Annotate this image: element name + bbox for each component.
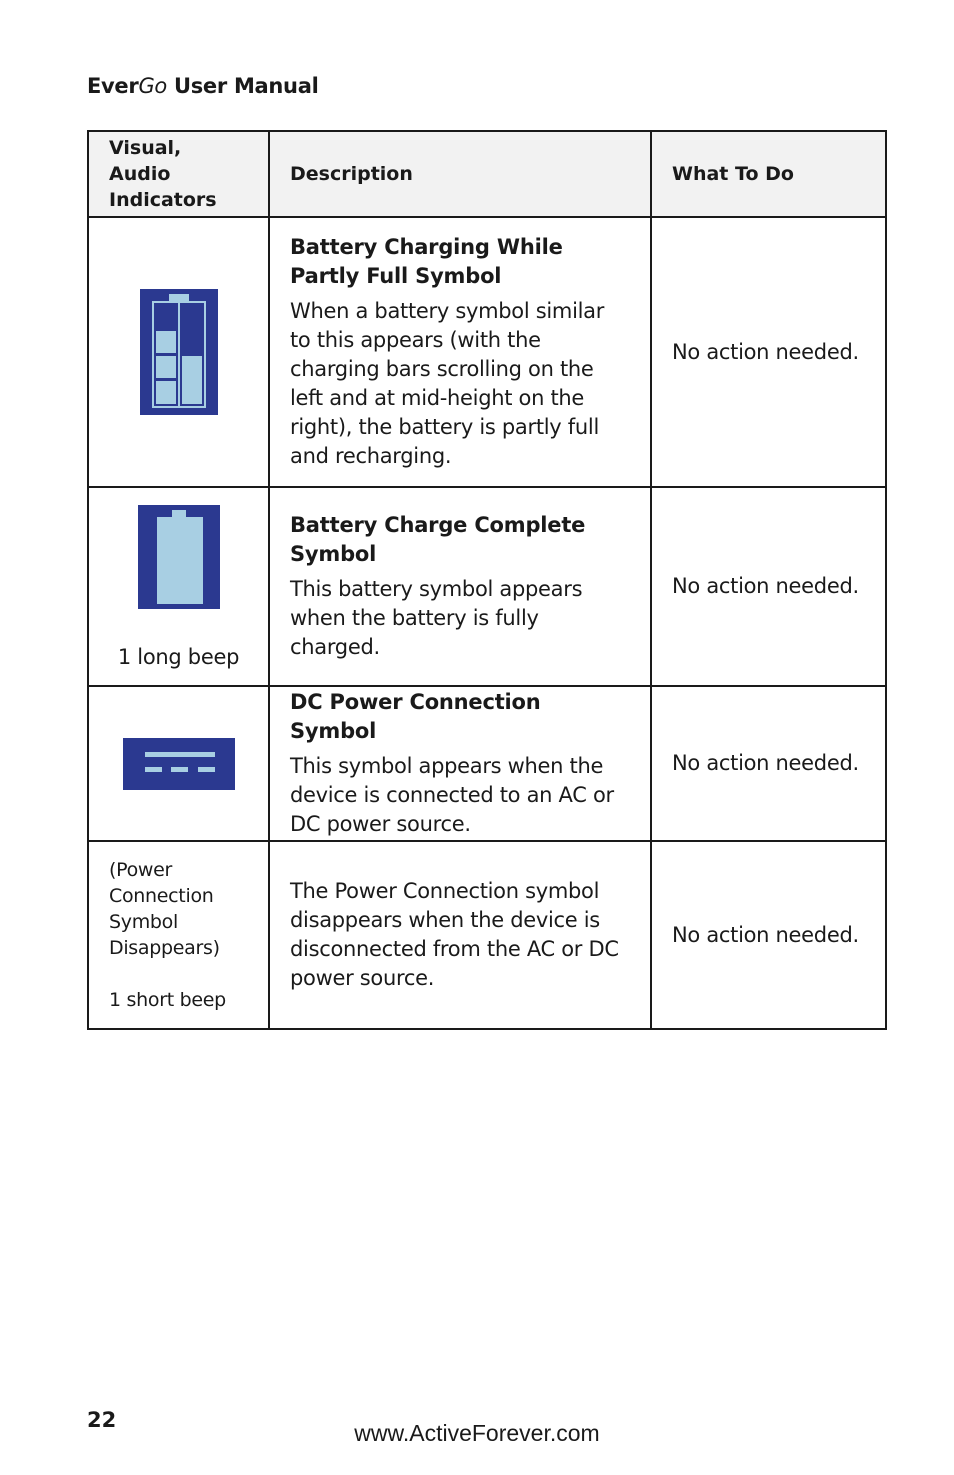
table-header-row	[88, 131, 886, 217]
brand-ever: Ever	[87, 74, 139, 98]
action-cell: No action needed.	[651, 841, 886, 1029]
description-cell	[269, 841, 651, 1029]
page-number: 22	[87, 1408, 117, 1432]
table-row	[88, 841, 886, 1029]
action-cell: No action needed.	[651, 487, 886, 686]
indicator-audio-text: 1 long beep	[117, 644, 240, 669]
description-body: This symbol appears when the device is connected to an AC or DC power source.	[290, 754, 614, 836]
indicator-cell	[88, 686, 269, 841]
manual-header	[87, 74, 318, 98]
column-header-indicators	[88, 131, 269, 217]
column-header-indicators-line2: Indicators	[109, 189, 217, 211]
description-body: The Power Connection symbol disappears when the device is disconnected from the AC or DC power source.	[290, 879, 619, 990]
indicator-text-block	[109, 857, 248, 1013]
table-row	[88, 487, 886, 686]
column-header-indicators-line1: Visual, Audio	[109, 137, 182, 185]
battery-full-icon	[138, 505, 220, 609]
header-title: User Manual	[166, 74, 319, 98]
table-row	[88, 686, 886, 841]
description-title: Battery Charging While Partly Full Symbol	[290, 235, 563, 288]
footer-url-text: www.ActiveForever.com	[354, 1420, 600, 1446]
indicator-cell	[88, 841, 269, 1029]
description-cell	[269, 686, 651, 841]
description-title: DC Power Connection Symbol	[290, 690, 541, 743]
footer-url	[0, 1420, 954, 1447]
action-cell: No action needed.	[651, 217, 886, 487]
description-title: Battery Charge Complete Symbol	[290, 513, 586, 566]
dc-power-icon	[123, 738, 235, 790]
description-cell	[269, 487, 651, 686]
description-cell	[269, 217, 651, 487]
column-header-what-to-do: What To Do	[651, 131, 886, 217]
indicator-cell	[88, 217, 269, 487]
table-row	[88, 217, 886, 487]
battery-charging-partial-icon	[140, 289, 218, 415]
indicator-table	[87, 130, 887, 1030]
indicator-audio-text: 1 short beep	[109, 989, 226, 1011]
brand-go: Go	[138, 74, 167, 98]
description-body: This battery symbol appears when the battery is fully charged.	[290, 577, 583, 659]
indicator-cell	[88, 487, 269, 686]
column-header-description: Description	[269, 131, 651, 217]
action-cell: No action needed.	[651, 686, 886, 841]
description-body: When a battery symbol similar to this appears (with the charging bars scrolling on the left and at mid-height on the right), the battery is partly full and recharging.	[290, 299, 605, 468]
indicator-visual-text: (Power Connection Symbol Disappears)	[109, 859, 220, 959]
